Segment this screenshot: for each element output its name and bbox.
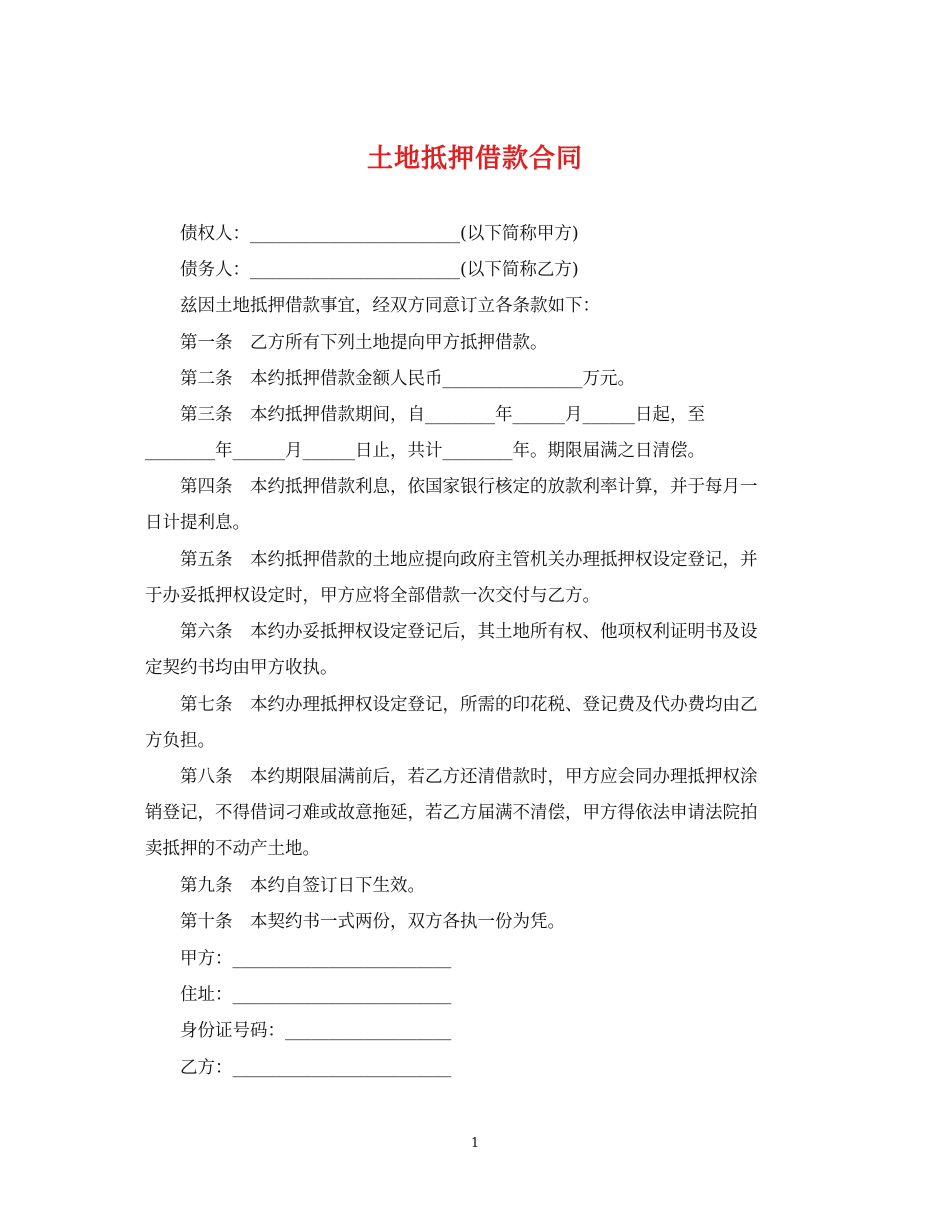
article-1: 第一条 乙方所有下列土地提向甲方抵押借款。 xyxy=(180,333,548,353)
article-4-line1: 第四条 本约抵押借款利息，依国家银行核定的放款利率计算，并于每月一 xyxy=(180,477,758,497)
sign-party-a: 甲方：_________________________ xyxy=(180,949,452,969)
document-title: 土地抵押借款合同 xyxy=(366,144,583,174)
sign-party-b: 乙方：_________________________ xyxy=(180,1058,452,1078)
creditor-line: 债权人：________________________(以下简称甲方) xyxy=(180,224,579,244)
article-4-line2: 日计提利息。 xyxy=(145,513,250,533)
article-3-line2: ________年______月______日止，共计________年。期限届满之日清偿。 xyxy=(145,441,705,461)
article-8-line1: 第八条 本约期限届满前后，若乙方还清借款时，甲方应会同办理抵押权涂 xyxy=(180,767,758,787)
article-9: 第九条 本约自签订日下生效。 xyxy=(180,876,425,896)
sign-address: 住址：_________________________ xyxy=(180,985,452,1005)
article-8 xyxy=(145,759,795,867)
intro-line: 兹因土地抵押借款事宜，经双方同意订立各条款如下： xyxy=(180,296,600,316)
article-5-line2: 于办妥抵押权设定时，甲方应将全部借款一次交付与乙方。 xyxy=(145,586,600,606)
article-6 xyxy=(145,614,795,686)
article-6-line1: 第六条 本约办妥抵押权设定登记后，其土地所有权、他项权利证明书及设 xyxy=(180,622,758,642)
article-7-line1: 第七条 本约办理抵押权设定登记，所需的印花税、登记费及代办费均由乙 xyxy=(180,695,758,715)
article-4 xyxy=(145,469,795,541)
article-3 xyxy=(145,397,795,469)
article-8-line3: 卖抵押的不动产土地。 xyxy=(145,839,320,859)
article-6-line2: 定契约书均由甲方收执。 xyxy=(145,658,338,678)
page-number: 1 xyxy=(470,1136,480,1151)
article-3-line1: 第三条 本约抵押借款期间，自________年______月______日起，至 xyxy=(180,405,705,425)
article-7-line2: 方负担。 xyxy=(145,731,215,751)
article-5-line1: 第五条 本约抵押借款的土地应提向政府主管机关办理抵押权设定登记，并 xyxy=(180,550,758,570)
debtor-line: 债务人：________________________(以下简称乙方) xyxy=(180,260,579,280)
sign-id-number: 身份证号码：___________________ xyxy=(180,1021,452,1041)
article-7 xyxy=(145,687,795,759)
article-10: 第十条 本契约书一式两份，双方各执一份为凭。 xyxy=(180,912,565,932)
article-8-line2: 销登记，不得借词刁难或故意拖延，若乙方届满不清偿，甲方得依法申请法院拍 xyxy=(145,803,758,823)
article-2: 第二条 本约抵押借款金额人民币________________万元。 xyxy=(180,369,635,389)
article-5 xyxy=(145,542,795,614)
